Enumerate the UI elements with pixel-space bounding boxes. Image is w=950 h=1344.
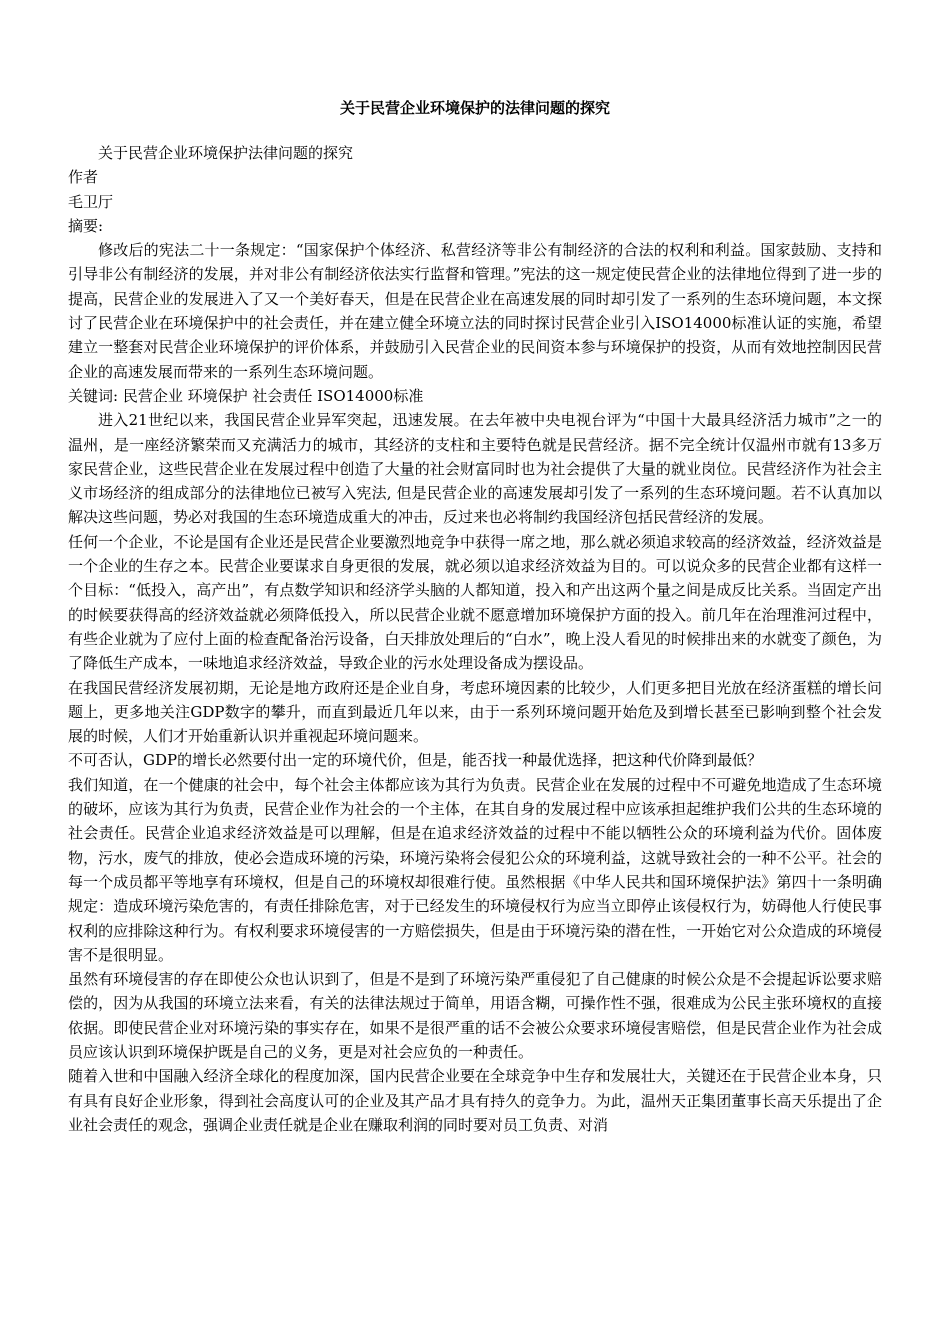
document-subtitle: 关于民营企业环境保护法律问题的探究 [98,144,354,162]
document-title: 关于民营企业环境保护的法律问题的探究 [339,99,610,117]
body-paragraph: 随着入世和中国融入经济全球化的程度加深，国内民营企业要在全球竞争中生存和发展壮大，关键还在于民营企业本身，只有具有良好企业形象，得到社会高度认可的企业及其产品才具有持久的竞争力。为此，温州天正集团董事长高天乐提出了企业社会责任的观念，强调企业责任就是企业在赚取利润的同时要对员工负责、对消 [68,1067,882,1134]
body-paragraph: 进入21世纪以来，我国民营企业异军突起，迅速发展。在去年被中央电视台评为“中国十大最具经济活力城市”之一的温州，是一座经济繁荣而又充满活力的城市，其经济的支柱和主要特色就是民营经济。据不完全统计仅温州市就有13多万家民营企业，这些民营企业在发展过程中创造了大量的社会财富同时也为社会提供了大量的就业岗位。民营经济作为社会主义市场经济的组成部分的法律地位已被写入宪法, 但是民营企业的高速发展却引发了一系列的生态环境问题。若不认真加以解决这些问题，势必对我国的生态环境造成重大的冲击，反过来也必将制约我国经济包括民营经济的发展。 [68,411,882,527]
abstract-text: 修改后的宪法二十一条规定：“国家保护个体经济、私营经济等非公有制经济的合法的权利和利益。国家鼓励、支持和引导非公有制经济的发展，并对非公有制经济依法实行监督和管理。”宪法的这一规定使民营企业的法律地位得到了进一步的提高，民营企业的发展进入了又一个美好春天，但是在民营企业在高速发展的同时却引发了一系列的生态环境问题，本文探讨了民营企业在环境保护中的社会责任，并在建立健全环境立法的同时探讨民营企业引入ISO14000标准认证的实施，希望建立一整套对民营企业环境保护的评价体系，并鼓励引入民营企业的民间资本参与环境保护的投资，从而有效地控制因民营企业的高速发展而带来的一系列生态环境问题。 [68,241,882,381]
body-paragraph: 虽然有环境侵害的存在即使公众也认识到了，但是不是到了环境污染严重侵犯了自己健康的时候公众是不会提起诉讼要求赔偿的，因为从我国的环境立法来看，有关的法律法规过于简单，用语含糊，可操作性不强，很难成为公民主张环境权的直接依据。即使民营企业对环境污染的事实存在，如果不是很严重的话不会被公众要求环境侵害赔偿，但是民营企业作为社会成员应该认识到环境保护既是自己的义务，更是对社会应负的一种责任。 [68,970,882,1061]
document-page [68,96,882,1137]
body-paragraph: 不可否认，GDP的增长必然要付出一定的环境代价，但是，能否找一种最优选择，把这种代价降到最低？ [68,751,763,770]
keywords-line: 关键词: 民营企业 环境保护 社会责任 ISO14000标准 [68,386,424,405]
body-paragraph: 在我国民营经济发展初期，无论是地方政府还是企业自身，考虑环境因素的比较少，人们更多把目光放在经济蛋糕的增长问题上，更多地关注GDP数字的攀升，而直到最近几年以来，由于一系列环境问题开始危及到增长甚至已影响到整个社会发展的时候，人们才开始重新认识并重视起环境问题来。 [68,678,882,746]
author-label: 作者 [68,168,99,187]
author-name: 毛卫厅 [68,192,114,211]
body-paragraph: 我们知道，在一个健康的社会中，每个社会主体都应该为其行为负责。民营企业在发展的过程中不可避免地造成了生态环境的破坏，应该为其行为负责，民营企业作为社会的一个主体，在其自身的发展过程中应该承担起维护我们公共的生态环境的社会责任。民营企业追求经济效益是可以理解，但是在追求经济效益的过程中不能以牺牲公众的环境利益为代价。固体废物，污水，废气的排放，使必会造成环境的污染，环境污染将会侵犯公众的环境利益，这就导致社会的一种不公平。社会的每一个成员都平等地享有环境权，但是自己的环境权却很难行使。虽然根据《中华人民共和国环境保护法》第四十一条明确规定：造成环境污染危害的，有责任排除危害，对于已经发生的环境侵权行为应当立即停止该侵权行为，妨碍他人行使民事权利的应排除这种行为。有权利要求环境侵害的一方赔偿损失，但是由于环境污染的潜在性，一开始它对公众造成的环境侵害不是很明显。 [68,775,882,964]
body-paragraph: 任何一个企业，不论是国有企业还是民营企业要激烈地竞争中获得一席之地，那么就必须追求较高的经济效益，经济效益是一个企业的生存之本。民营企业要谋求自身更很的发展，就必须以追求经济效益为目的。可以说众多的民营企业都有这样一个目标：“低投入，高产出”，有点数学知识和经济学头脑的人都知道，投入和产出这两个量之间是成反比关系。当固定产出的时候要获得高的经济效益就必须降低投入，所以民营企业就不愿意增加环境保护方面的投入。前几年在治理淮河过程中，有些企业就为了应付上面的检查配备治污设备，白天排放处理后的“白水”，晚上没人看见的时候排出来的水就变了颜色，为了降低生产成本，一味地追求经济效益，导致企业的污水处理设备成为摆设品。 [68,532,882,673]
abstract-label: 摘要: [68,216,104,235]
